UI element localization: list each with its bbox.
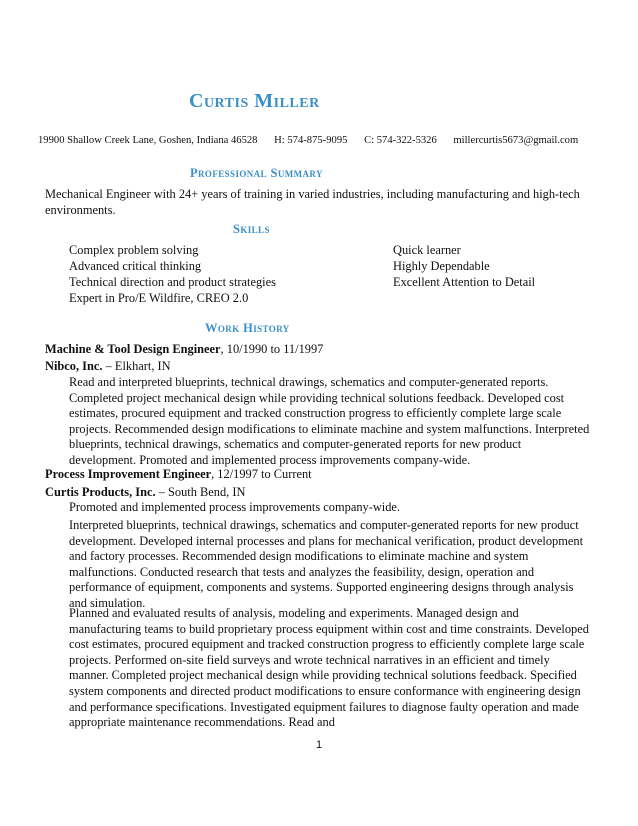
skills-heading: Skills [233, 222, 270, 236]
summary-text: Mechanical Engineer with 24+ years of training in varied industries, including manufacturing and high-tech environments. [45, 187, 580, 217]
skill-item: Expert in Pro/E Wildfire, CREO 2.0 [69, 291, 249, 305]
job-description: Read and interpreted blueprints, technical drawings, schematics and computer-generated reports. Completed project mechanical design while providing technical solutions feedback. Developed cost estimates, procured equipment and tracked construction progress to efficiently complete large scale projects. Recommended design modifications to eliminate machine and system malfunctions. Interpreted blueprints, technical drawings, schematics and computer-generated reports for new product development. Promoted and implemented process improvements company-wide. [69, 375, 590, 467]
work-history-heading: Work History [205, 321, 290, 335]
contact-line [38, 135, 608, 146]
skills-list-right [393, 242, 535, 290]
address: 19900 Shallow Creek Lane, Goshen, Indiana 46528 [38, 135, 258, 146]
job-title-line [45, 342, 323, 357]
job-title-line [45, 467, 312, 482]
job-description: Interpreted blueprints, technical drawings, schematics and computer-generated reports for new product development. Developed internal processes and plans for mechanical verification, product development and factory processes. Recommended design modifications to eliminate machine and system malfunctions. Conducted research that tests and analyzes the feasibility, design, operation and performance of equipment, components and systems. Supported engineering designs through analysis and simulation. [69, 518, 584, 610]
company-name: Nibco, Inc. [45, 359, 103, 373]
job-dates: , 12/1997 to Current [211, 467, 312, 481]
skill-item: Technical direction and product strategies [69, 275, 276, 289]
cell-phone: C: 574-322-5326 [364, 135, 437, 146]
company-location: – South Bend, IN [155, 485, 246, 499]
job-title: Process Improvement Engineer [45, 467, 212, 481]
home-phone: H: 574-875-9095 [274, 135, 348, 146]
company-line [45, 485, 245, 500]
summary-heading: Professional Summary [190, 166, 323, 180]
job-dates: , 10/1990 to 11/1997 [220, 342, 324, 356]
company-name: Curtis Products, Inc. [45, 485, 156, 499]
skill-item: Quick learner [393, 243, 461, 257]
company-line [45, 359, 171, 374]
skill-item: Highly Dependable [393, 259, 490, 273]
email: millercurtis5673@gmail.com [453, 135, 579, 146]
skill-item: Complex problem solving [69, 243, 199, 257]
job-description: Planned and evaluated results of analysis, modeling and experiments. Managed design and manufacturing teams to build proprietary process equipment within cost and time constraints. Developed cost estimates, procured equipment and tracked construction progress to efficiently complete large scale projects. Performed on-site field surveys and wrote technical narratives in an efficient and timely manner. Completed project mechanical design while providing technical solutions feedback. Specified system components and directed product modifications to ensure conformance with engineering design and performance specifications. Investigated equipment failures to diagnose faulty operation and made appropriate maintenance recommendations. Read and [69, 606, 589, 730]
job-description: Promoted and implemented process improvements company-wide. [69, 500, 401, 514]
skill-item: Excellent Attention to Detail [393, 275, 536, 289]
skills-list-left [69, 242, 276, 306]
skill-item: Advanced critical thinking [69, 259, 202, 273]
candidate-name: Curtis Miller [189, 90, 320, 112]
company-location: – Elkhart, IN [102, 359, 171, 373]
page-number: 1 [315, 739, 323, 751]
job-title: Machine & Tool Design Engineer [45, 342, 221, 356]
